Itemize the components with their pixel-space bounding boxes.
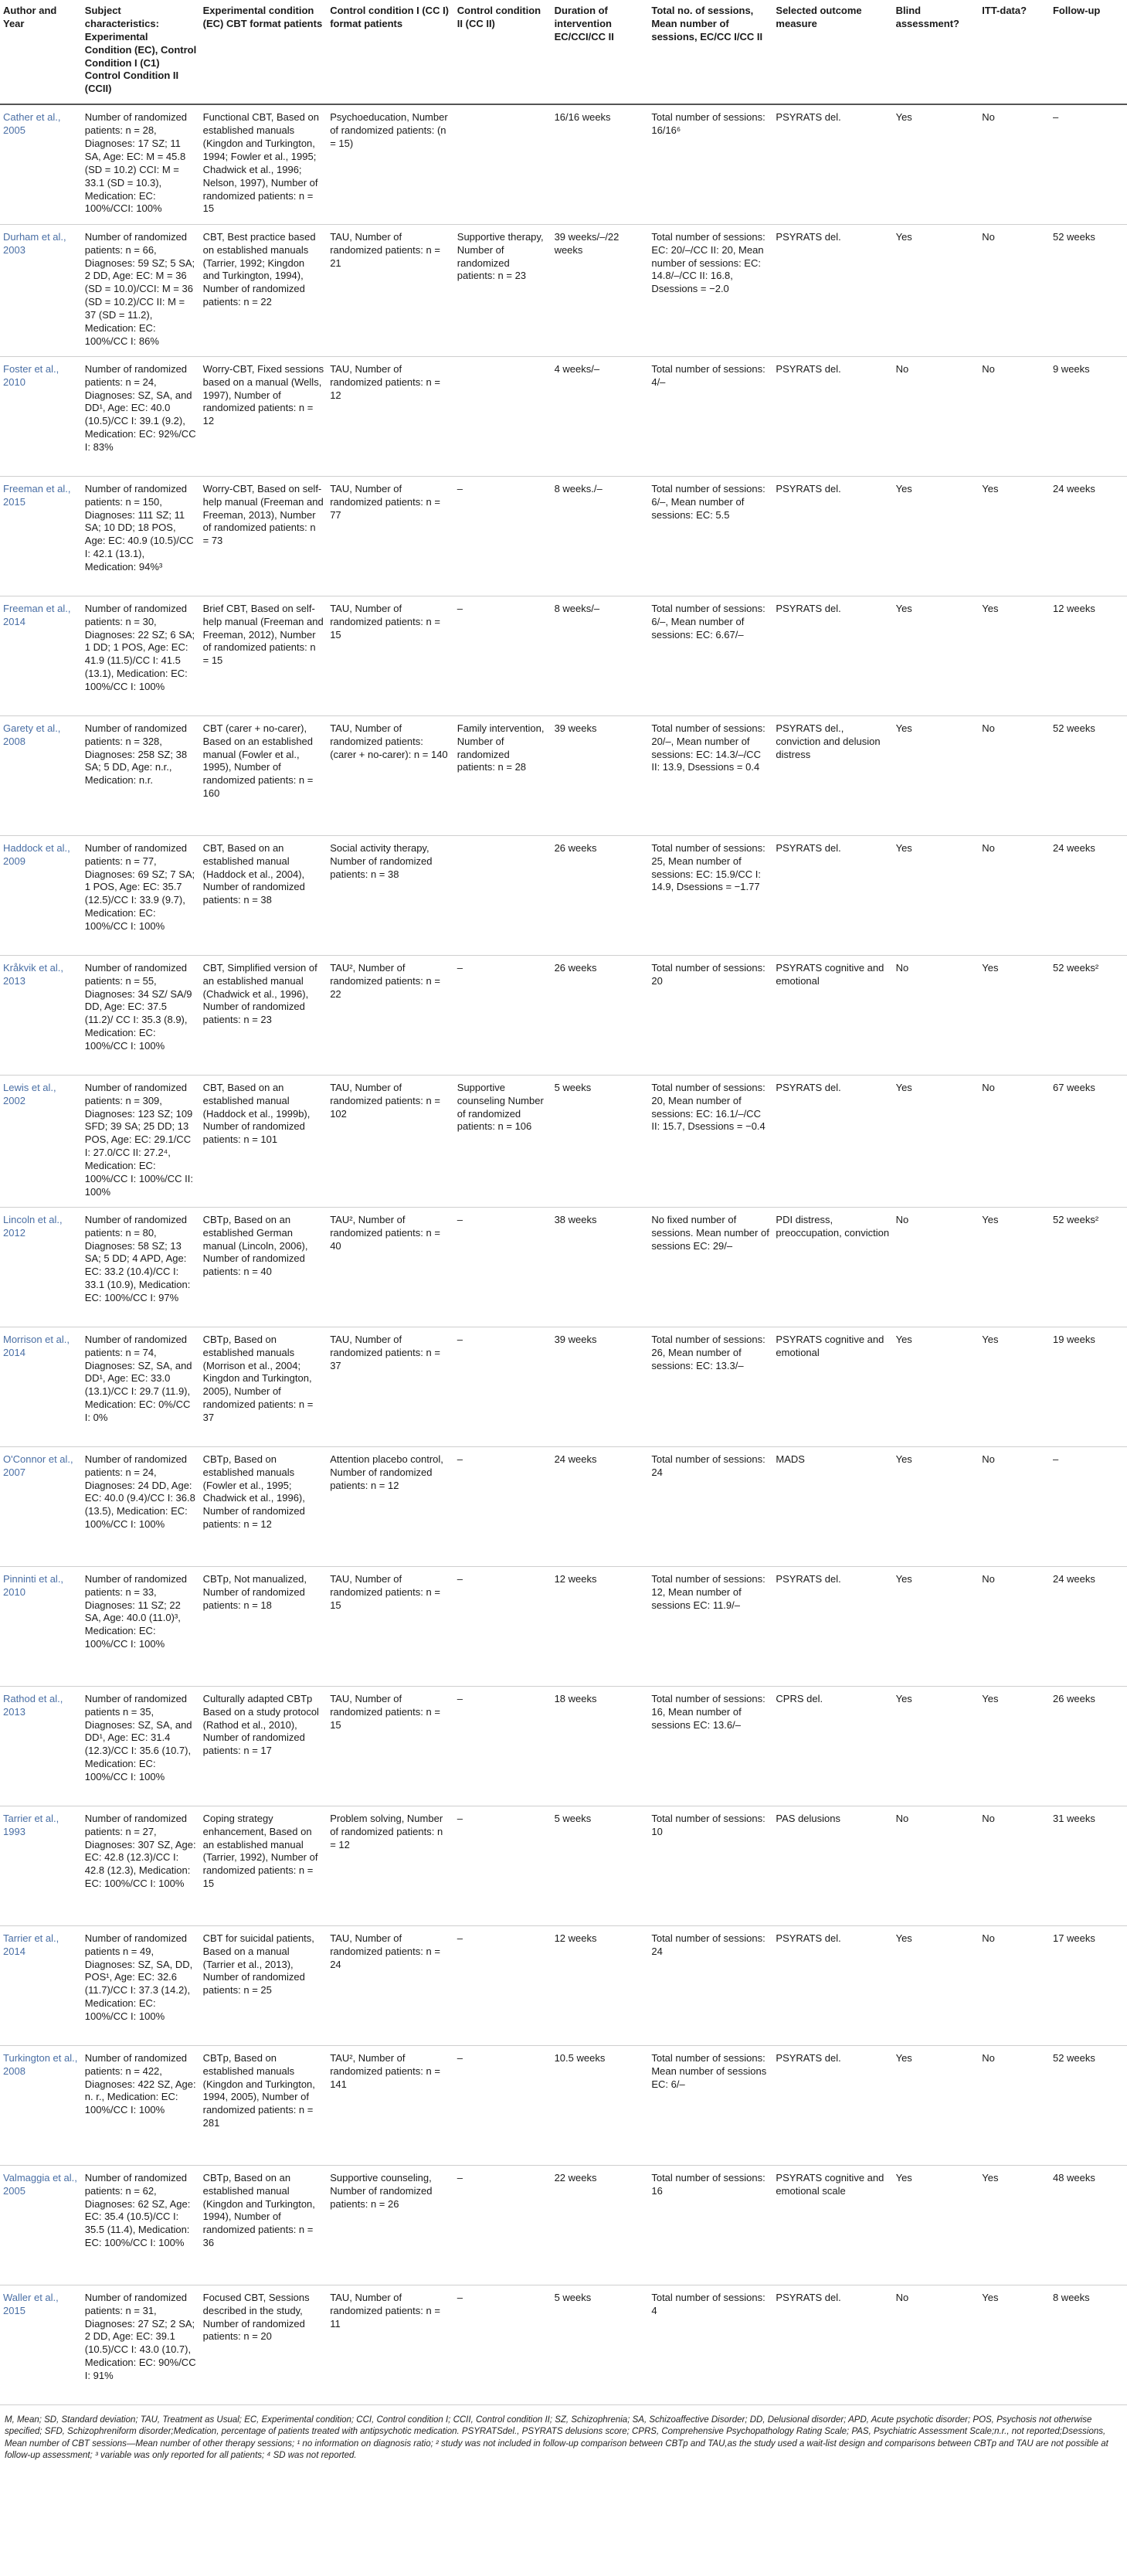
cell-itt: No xyxy=(979,1806,1050,1925)
header-author: Author and Year xyxy=(0,0,82,104)
cell-author: Turkington et al., 2008 xyxy=(0,2045,82,2165)
cell-sessions: Total number of sessions: 24 xyxy=(648,1446,772,1566)
cell-duration: 18 weeks xyxy=(552,1686,649,1806)
cell-outcome: PSYRATS del. xyxy=(772,476,892,596)
cell-blind: Yes xyxy=(893,1925,979,2045)
table-row xyxy=(0,2165,1127,2285)
cell-cc1: TAU, Number of randomized patients: n = 77 xyxy=(327,476,454,596)
cell-sessions: Total number of sessions: EC: 20/–/CC II: 20, Mean number of sessions: EC: 14.8/–/CC II: 16.8, Dsessions = −2.0 xyxy=(648,224,772,356)
table-row xyxy=(0,1686,1127,1806)
table-row xyxy=(0,1925,1127,2045)
header-followup: Follow-up xyxy=(1050,0,1127,104)
cell-itt: Yes xyxy=(979,2285,1050,2404)
cell-ec: Brief CBT, Based on self-help manual (Freeman and Freeman, 2012), Number of randomized patients: n = 15 xyxy=(200,596,328,715)
cell-sessions: Total number of sessions: 16 xyxy=(648,2165,772,2285)
cell-sessions: Total number of sessions: 24 xyxy=(648,1925,772,2045)
cell-subject: Number of randomized patients: n = 28, Diagnoses: 17 SZ; 11 SA, Age: EC: M = 45.8 (SD = 10.2) CCI: M = 33.1 (SD = 10.3), Medication: EC: 100%/CCI: 100% xyxy=(82,104,200,224)
cell-outcome: PSYRATS cognitive and emotional xyxy=(772,1327,892,1446)
cell-cc1: TAU, Number of randomized patients: n = 15 xyxy=(327,1686,454,1806)
cell-sessions: Total number of sessions: 20 xyxy=(648,955,772,1075)
cell-outcome: PSYRATS cognitive and emotional xyxy=(772,955,892,1075)
cell-ec: Functional CBT, Based on established manuals (Kingdon and Turkington, 1994; Fowler et al., 1995; Chadwick et al., 1996; Nelson, 1997), Number of randomized patients: n = 15 xyxy=(200,104,328,224)
header-ec: Experimental condition (EC) CBT format patients xyxy=(200,0,328,104)
cell-itt: No xyxy=(979,1075,1050,1207)
cell-cc1: TAU, Number of randomized patients: n = 24 xyxy=(327,1925,454,2045)
cell-blind: No xyxy=(893,356,979,476)
cell-ec: CBT, Based on an established manual (Haddock et al., 2004), Number of randomized patients: n = 38 xyxy=(200,835,328,955)
cell-ec: CBT, Best practice based on established manuals (Tarrier, 1992; Kingdon and Turkington, 1994), Number of randomized patients: n = 22 xyxy=(200,224,328,356)
cell-author: Durham et al., 2003 xyxy=(0,224,82,356)
cell-followup: 24 weeks xyxy=(1050,1566,1127,1686)
cell-sessions: Total number of sessions: 10 xyxy=(648,1806,772,1925)
cell-author: Morrison et al., 2014 xyxy=(0,1327,82,1446)
cell-subject: Number of randomized patients: n = 150, Diagnoses: 111 SZ; 11 SA; 10 DD; 18 POS, Age: EC: 40.9 (10.5)/CC I: 42.1 (13.1), Medication: 94%³ xyxy=(82,476,200,596)
cell-author: Tarrier et al., 1993 xyxy=(0,1806,82,1925)
cell-cc1: Psychoeducation, Number of randomized patients: (n = 15) xyxy=(327,104,454,224)
cell-itt: No xyxy=(979,224,1050,356)
cell-outcome: PAS delusions xyxy=(772,1806,892,1925)
cell-outcome: PSYRATS del. xyxy=(772,1925,892,2045)
cell-subject: Number of randomized patients: n = 62, Diagnoses: 62 SZ, Age: EC: 35.4 (10.5)/CC I: 35.5 (11.4), Medication: EC: 100%/CC I: 100% xyxy=(82,2165,200,2285)
cell-author: Rathod et al., 2013 xyxy=(0,1686,82,1806)
cell-subject: Number of randomized patients: n = 24, Diagnoses: 24 DD, Age: EC: 40.0 (9.4)/CC I: 36.8 (13.5), Medication: EC: 100%/CC I: 100% xyxy=(82,1446,200,1566)
cell-subject: Number of randomized patients: n = 77, Diagnoses: 69 SZ; 7 SA; 1 POS, Age: EC: 35.7 (12.5)/CC I: 33.9 (9.7), Medication: EC: 100%/CC I: 100% xyxy=(82,835,200,955)
table-row xyxy=(0,1207,1127,1327)
cell-subject: Number of randomized patients: n = 30, Diagnoses: 22 SZ; 6 SA; 1 DD; 1 POS, Age: EC: 41.9 (11.5)/CC I: 41.5 (13.1), Medication: EC: 100%/CC I: 100% xyxy=(82,596,200,715)
cell-followup: 24 weeks xyxy=(1050,476,1127,596)
cell-cc1: Problem solving, Number of randomized patients: n = 12 xyxy=(327,1806,454,1925)
cell-cc2: – xyxy=(454,1207,552,1327)
table-row xyxy=(0,1446,1127,1566)
cell-author: Lincoln et al., 2012 xyxy=(0,1207,82,1327)
cell-duration: 26 weeks xyxy=(552,835,649,955)
cell-ec: CBT for suicidal patients, Based on a manual (Tarrier et al., 2013), Number of randomized patients: n = 25 xyxy=(200,1925,328,2045)
cell-itt: Yes xyxy=(979,476,1050,596)
cell-cc2: – xyxy=(454,476,552,596)
cell-itt: Yes xyxy=(979,2165,1050,2285)
cell-followup: 8 weeks xyxy=(1050,2285,1127,2404)
header-blind: Blind assessment? xyxy=(893,0,979,104)
cell-ec: Worry-CBT, Based on self-help manual (Freeman and Freeman, 2013), Number of randomized patients: n = 73 xyxy=(200,476,328,596)
cell-blind: Yes xyxy=(893,596,979,715)
header-subject: Subject characteristics: Experimental Condition (EC), Control Condition I (C1) Control Condition II (CCII) xyxy=(82,0,200,104)
cell-sessions: Total number of sessions: Mean number of sessions EC: 6/– xyxy=(648,2045,772,2165)
cell-itt: No xyxy=(979,2045,1050,2165)
cell-subject: Number of randomized patients: n = 55, Diagnoses: 34 SZ/ SA/9 DD, Age: EC: 37.5 (11.2)/ CC I: 35.3 (8.9), Medication: EC: 100%/CC I: 100% xyxy=(82,955,200,1075)
cell-cc1: TAU, Number of randomized patients: n = 102 xyxy=(327,1075,454,1207)
cell-followup: 17 weeks xyxy=(1050,1925,1127,2045)
cell-followup: 24 weeks xyxy=(1050,835,1127,955)
cell-itt: Yes xyxy=(979,955,1050,1075)
cell-outcome: CPRS del. xyxy=(772,1686,892,1806)
cell-cc2: Family intervention, Number of randomized patients: n = 28 xyxy=(454,715,552,835)
cell-itt: No xyxy=(979,1925,1050,2045)
cell-duration: 12 weeks xyxy=(552,1925,649,2045)
cell-blind: No xyxy=(893,1207,979,1327)
cell-followup: 9 weeks xyxy=(1050,356,1127,476)
cell-subject: Number of randomized patients: n = 80, Diagnoses: 58 SZ; 13 SA; 5 DD; 4 APD, Age: EC: 33.2 (10.4)/CC I: 33.1 (10.9), Medication: EC: 100%/CC I: 97% xyxy=(82,1207,200,1327)
cell-cc1: TAU, Number of randomized patients: n = 21 xyxy=(327,224,454,356)
cell-duration: 39 weeks xyxy=(552,1327,649,1446)
cell-ec: CBT (carer + no-carer), Based on an established manual (Fowler et al., 1995), Number of randomized patients: n = 160 xyxy=(200,715,328,835)
cell-cc1: Social activity therapy, Number of randomized patients: n = 38 xyxy=(327,835,454,955)
cell-outcome: PSYRATS del., conviction and delusion distress xyxy=(772,715,892,835)
cell-sessions: Total number of sessions: 16, Mean number of sessions EC: 13.6/– xyxy=(648,1686,772,1806)
cell-duration: 39 weeks/–/22 weeks xyxy=(552,224,649,356)
table-row xyxy=(0,955,1127,1075)
cell-cc2: – xyxy=(454,1686,552,1806)
cell-cc2: – xyxy=(454,2165,552,2285)
cell-followup: 12 weeks xyxy=(1050,596,1127,715)
table-row xyxy=(0,2045,1127,2165)
cell-author: Kråkvik et al., 2013 xyxy=(0,955,82,1075)
cell-subject: Number of randomized patients: n = 33, Diagnoses: 11 SZ; 22 SA, Age: 40.0 (11.0)³, Medication: EC: 100%/CC I: 100% xyxy=(82,1566,200,1686)
cell-author: Valmaggia et al., 2005 xyxy=(0,2165,82,2285)
cell-author: Haddock et al., 2009 xyxy=(0,835,82,955)
cell-followup: 52 weeks xyxy=(1050,715,1127,835)
cell-duration: 5 weeks xyxy=(552,2285,649,2404)
header-sessions: Total no. of sessions, Mean number of sessions, EC/CC I/CC II xyxy=(648,0,772,104)
cell-cc2: Supportive counseling Number of randomized patients: n = 106 xyxy=(454,1075,552,1207)
cell-blind: Yes xyxy=(893,1327,979,1446)
cell-duration: 10.5 weeks xyxy=(552,2045,649,2165)
cell-outcome: PSYRATS del. xyxy=(772,356,892,476)
cell-ec: Focused CBT, Sessions described in the study, Number of randomized patients: n = 20 xyxy=(200,2285,328,2404)
cell-outcome: PSYRATS del. xyxy=(772,1075,892,1207)
cell-blind: Yes xyxy=(893,1566,979,1686)
cell-author: Lewis et al., 2002 xyxy=(0,1075,82,1207)
cell-subject: Number of randomized patients: n = 422, Diagnoses: 422 SZ, Age: n. r., Medication: EC: 100%/CC I: 100% xyxy=(82,2045,200,2165)
cell-author: Waller et al., 2015 xyxy=(0,2285,82,2404)
table-row xyxy=(0,476,1127,596)
cell-ec: CBTp, Based on an established German manual (Lincoln, 2006), Number of randomized patients: n = 40 xyxy=(200,1207,328,1327)
cell-sessions: No fixed number of sessions. Mean number of sessions EC: 29/– xyxy=(648,1207,772,1327)
cell-duration: 5 weeks xyxy=(552,1075,649,1207)
cell-followup: 52 weeks xyxy=(1050,2045,1127,2165)
table-row xyxy=(0,596,1127,715)
cell-blind: Yes xyxy=(893,476,979,596)
cell-cc1: TAU, Number of randomized patients: n = 12 xyxy=(327,356,454,476)
cell-itt: No xyxy=(979,835,1050,955)
table-row xyxy=(0,2285,1127,2404)
cell-blind: Yes xyxy=(893,715,979,835)
cell-outcome: PSYRATS del. xyxy=(772,2285,892,2404)
cell-ec: CBTp, Based on established manuals (Morrison et al., 2004; Kingdon and Turkington, 2005), Number of randomized patients: n = 37 xyxy=(200,1327,328,1446)
cell-author: O'Connor et al., 2007 xyxy=(0,1446,82,1566)
cell-followup: 19 weeks xyxy=(1050,1327,1127,1446)
cell-outcome: PSYRATS del. xyxy=(772,596,892,715)
cell-outcome: PSYRATS del. xyxy=(772,104,892,224)
cell-cc2: – xyxy=(454,1446,552,1566)
header-cc2: Control condition II (CC II) xyxy=(454,0,552,104)
cell-followup: 52 weeks² xyxy=(1050,1207,1127,1327)
cell-subject: Number of randomized patients: n = 31, Diagnoses: 27 SZ; 2 SA; 2 DD, Age: EC: 39.1 (10.5)/CC I: 43.0 (10.7), Medication: EC: 90%/CC I: 91% xyxy=(82,2285,200,2404)
cell-itt: Yes xyxy=(979,1327,1050,1446)
cell-ec: CBTp, Based on established manuals (Fowler et al., 1995; Chadwick et al., 1996), Number of randomized patients: n = 12 xyxy=(200,1446,328,1566)
table-row xyxy=(0,224,1127,356)
cell-cc2: – xyxy=(454,2045,552,2165)
header-itt: ITT-data? xyxy=(979,0,1050,104)
cell-duration: 8 weeks/– xyxy=(552,596,649,715)
cell-blind: No xyxy=(893,1806,979,1925)
cell-followup: 26 weeks xyxy=(1050,1686,1127,1806)
table-body xyxy=(0,104,1127,2404)
cell-outcome: PSYRATS del. xyxy=(772,1566,892,1686)
cell-blind: Yes xyxy=(893,1686,979,1806)
cell-outcome: PSYRATS del. xyxy=(772,224,892,356)
cell-followup: 31 weeks xyxy=(1050,1806,1127,1925)
cell-itt: Yes xyxy=(979,1207,1050,1327)
cell-blind: Yes xyxy=(893,2045,979,2165)
cell-sessions: Total number of sessions: 6/–, Mean number of sessions: EC: 5.5 xyxy=(648,476,772,596)
cell-followup: – xyxy=(1050,1446,1127,1566)
cell-itt: Yes xyxy=(979,596,1050,715)
cell-followup: – xyxy=(1050,104,1127,224)
cell-cc2: – xyxy=(454,2285,552,2404)
cell-subject: Number of randomized patients: n = 74, Diagnoses: SZ, SA, and DD¹, Age: EC: 33.0 (13.1)/CC I: 29.7 (11.9), Medication: EC: 0%/CC I: 0% xyxy=(82,1327,200,1446)
cell-cc1: TAU², Number of randomized patients: n = 141 xyxy=(327,2045,454,2165)
table-row xyxy=(0,1566,1127,1686)
cell-cc1: TAU², Number of randomized patients: n = 40 xyxy=(327,1207,454,1327)
cell-itt: No xyxy=(979,1446,1050,1566)
cell-ec: CBTp, Based on an established manual (Kingdon and Turkington, 1994), Number of randomized patients: n = 36 xyxy=(200,2165,328,2285)
cell-author: Freeman et al., 2015 xyxy=(0,476,82,596)
cell-cc2: – xyxy=(454,1925,552,2045)
cell-cc2: – xyxy=(454,1806,552,1925)
cell-outcome: PSYRATS del. xyxy=(772,835,892,955)
cell-cc1: Supportive counseling, Number of randomized patients: n = 26 xyxy=(327,2165,454,2285)
cell-subject: Number of randomized patients: n = 24, Diagnoses: SZ, SA, and DD¹, Age: EC: 40.0 (10.5)/CC I: 39.1 (9.2), Medication: EC: 92%/CC I: 83% xyxy=(82,356,200,476)
table-footnote: M, Mean; SD, Standard deviation; TAU, Treatment as Usual; EC, Experimental condition; CCI, Control condition I; CCII, Control condition II; SZ, Schizophrenia; SA, Schizoaffective Disorder; DD, Delusional disorder; APD, Acute psychotic disorder; POS, Psychosis not otherwise specified; SFD, Schizophreniform disorder;Medication, percentage of patients treated with antipsychotic medication. PSYRATSdel., PSYRATS delusions score; CPRS, Comprehensive Psychopathology Rating Scale; PAS, Psychiatric Assessment Scale;n.r., not reported;Dsessions, Mean number of CBT sessions—Mean number of other therapy sessions; ¹ no information on diagnosis ratio; ² study was not included in follow-up comparison between CBTp and TAU,as the study used a wait-list design and comparisons between CBTp and TAU are not possible at follow-up assessment; ³ variable was only reported for all patients; ⁴ SD was not reported. xyxy=(5,2415,1108,2461)
cell-sessions: Total number of sessions: 6/–, Mean number of sessions: EC: 6.67/– xyxy=(648,596,772,715)
cell-duration: 38 weeks xyxy=(552,1207,649,1327)
cell-cc1: TAU, Number of randomized patients: n = 15 xyxy=(327,1566,454,1686)
table-row xyxy=(0,715,1127,835)
cell-subject: Number of randomized patients: n = 328, Diagnoses: 258 SZ; 38 SA; 5 DD, Age: n.r., Medication: n.r. xyxy=(82,715,200,835)
header-cc1: Control condition I (CC I) format patients xyxy=(327,0,454,104)
header-duration: Duration of intervention EC/CCI/CC II xyxy=(552,0,649,104)
cell-ec: CBTp, Not manualized, Number of randomized patients: n = 18 xyxy=(200,1566,328,1686)
cell-author: Tarrier et al., 2014 xyxy=(0,1925,82,2045)
cell-author: Foster et al., 2010 xyxy=(0,356,82,476)
cell-outcome: MADS xyxy=(772,1446,892,1566)
cell-blind: Yes xyxy=(893,104,979,224)
cell-followup: 52 weeks xyxy=(1050,224,1127,356)
cell-sessions: Total number of sessions: 4/– xyxy=(648,356,772,476)
cell-sessions: Total number of sessions: 4 xyxy=(648,2285,772,2404)
cell-itt: No xyxy=(979,104,1050,224)
cell-author: Pinninti et al., 2010 xyxy=(0,1566,82,1686)
cell-outcome: PDI distress, preoccupation, conviction xyxy=(772,1207,892,1327)
cell-ec: Culturally adapted CBTp Based on a study protocol (Rathod et al., 2010), Number of randomized patients: n = 17 xyxy=(200,1686,328,1806)
cell-sessions: Total number of sessions: 26, Mean number of sessions: EC: 13.3/– xyxy=(648,1327,772,1446)
cell-blind: Yes xyxy=(893,1446,979,1566)
cell-ec: Coping strategy enhancement, Based on an established manual (Tarrier, 1992), Number of randomized patients: n = 15 xyxy=(200,1806,328,1925)
cell-cc2 xyxy=(454,104,552,224)
cell-cc2 xyxy=(454,356,552,476)
cell-author: Freeman et al., 2014 xyxy=(0,596,82,715)
cell-duration: 4 weeks/– xyxy=(552,356,649,476)
cell-duration: 26 weeks xyxy=(552,955,649,1075)
cell-cc2: – xyxy=(454,596,552,715)
cell-subject: Number of randomized patients: n = 66, Diagnoses: 59 SZ; 5 SA; 2 DD, Age: EC: M = 36 (SD = 10.0)/CCI: M = 36 (SD = 10.2)/CC II: M = 37 (SD = 11.2), Medication: EC: 100%/CC I: 86% xyxy=(82,224,200,356)
cell-ec: Worry-CBT, Fixed sessions based on a manual (Wells, 1997), Number of randomized patients: n = 12 xyxy=(200,356,328,476)
table-row xyxy=(0,104,1127,224)
cell-duration: 12 weeks xyxy=(552,1566,649,1686)
cell-duration: 16/16 weeks xyxy=(552,104,649,224)
cell-sessions: Total number of sessions: 12, Mean number of sessions EC: 11.9/– xyxy=(648,1566,772,1686)
cell-duration: 24 weeks xyxy=(552,1446,649,1566)
cell-cc1: TAU, Number of randomized patients: n = 11 xyxy=(327,2285,454,2404)
cell-blind: Yes xyxy=(893,224,979,356)
cell-subject: Number of randomized patients: n = 27, Diagnoses: 307 SZ, Age: EC: 42.8 (12.3)/CC I: 42.8 (12.3), Medication: EC: 100%/CC I: 100% xyxy=(82,1806,200,1925)
cell-cc2: Supportive therapy, Number of randomized patients: n = 23 xyxy=(454,224,552,356)
cell-itt: No xyxy=(979,1566,1050,1686)
cell-outcome: PSYRATS cognitive and emotional scale xyxy=(772,2165,892,2285)
table-row xyxy=(0,1806,1127,1925)
cell-followup: 48 weeks xyxy=(1050,2165,1127,2285)
cell-author: Garety et al., 2008 xyxy=(0,715,82,835)
cell-cc1: TAU, Number of randomized patients: (carer + no-carer): n = 140 xyxy=(327,715,454,835)
cell-sessions: Total number of sessions: 20/–, Mean number of sessions: EC: 14.3/–/CC II: 13.9, Dsessions = 0.4 xyxy=(648,715,772,835)
cell-duration: 5 weeks xyxy=(552,1806,649,1925)
cell-blind: Yes xyxy=(893,2165,979,2285)
cell-followup: 67 weeks xyxy=(1050,1075,1127,1207)
cell-cc1: TAU, Number of randomized patients: n = 15 xyxy=(327,596,454,715)
cell-blind: No xyxy=(893,955,979,1075)
cell-subject: Number of randomized patients n = 49, Diagnoses: SZ, SA, DD, POS¹, Age: EC: 32.6 (11.7)/CC I: 37.3 (14.2), Medication: EC: 100%/CC I: 100% xyxy=(82,1925,200,2045)
header-outcome: Selected outcome measure xyxy=(772,0,892,104)
cell-followup: 52 weeks² xyxy=(1050,955,1127,1075)
cell-subject: Number of randomized patients: n = 309, Diagnoses: 123 SZ; 109 SFD; 39 SA; 25 DD; 13 POS, Age: EC: 29.1/CC I: 27.0/CC II: 27.2⁴, Medication: EC: 100%/CC I: 100%/CC II: 100% xyxy=(82,1075,200,1207)
cell-ec: CBT, Based on an established manual (Haddock et al., 1999b), Number of randomized patients: n = 101 xyxy=(200,1075,328,1207)
cell-cc2 xyxy=(454,835,552,955)
cell-cc1: Attention placebo control, Number of randomized patients: n = 12 xyxy=(327,1446,454,1566)
cell-blind: Yes xyxy=(893,1075,979,1207)
cell-sessions: Total number of sessions: 16/16⁶ xyxy=(648,104,772,224)
cell-cc2: – xyxy=(454,1566,552,1686)
cell-sessions: Total number of sessions: 25, Mean number of sessions: EC: 15.9/CC I: 14.9, Dsessions = −1.77 xyxy=(648,835,772,955)
cell-itt: Yes xyxy=(979,1686,1050,1806)
cell-author: Cather et al., 2005 xyxy=(0,104,82,224)
cell-cc1: TAU, Number of randomized patients: n = 37 xyxy=(327,1327,454,1446)
cell-duration: 8 weeks./– xyxy=(552,476,649,596)
table-row xyxy=(0,356,1127,476)
cell-blind: No xyxy=(893,2285,979,2404)
cell-sessions: Total number of sessions: 20, Mean number of sessions: EC: 16.1/–/CC II: 15.7, Dsessions = −0.4 xyxy=(648,1075,772,1207)
cell-cc1: TAU², Number of randomized patients: n = 22 xyxy=(327,955,454,1075)
table-row xyxy=(0,1327,1127,1446)
cell-duration: 22 weeks xyxy=(552,2165,649,2285)
table-row xyxy=(0,835,1127,955)
cell-cc2: – xyxy=(454,955,552,1075)
cell-blind: Yes xyxy=(893,835,979,955)
cell-itt: No xyxy=(979,715,1050,835)
table-header xyxy=(0,0,1127,104)
cell-ec: CBT, Simplified version of an established manual (Chadwick et al., 1996), Number of randomized patients: n = 23 xyxy=(200,955,328,1075)
cell-duration: 39 weeks xyxy=(552,715,649,835)
cell-subject: Number of randomized patients n = 35, Diagnoses: SZ, SA, and DD¹, Age: EC: 31.4 (12.3)/CC I: 35.6 (10.7), Medication: EC: 100%/CC I: 100% xyxy=(82,1686,200,1806)
cell-cc2: – xyxy=(454,1327,552,1446)
table-row xyxy=(0,1075,1127,1207)
cell-outcome: PSYRATS del. xyxy=(772,2045,892,2165)
cell-itt: No xyxy=(979,356,1050,476)
cell-ec: CBTp, Based on established manuals (Kingdon and Turkington, 1994, 2005), Number of randomized patients: n = 281 xyxy=(200,2045,328,2165)
